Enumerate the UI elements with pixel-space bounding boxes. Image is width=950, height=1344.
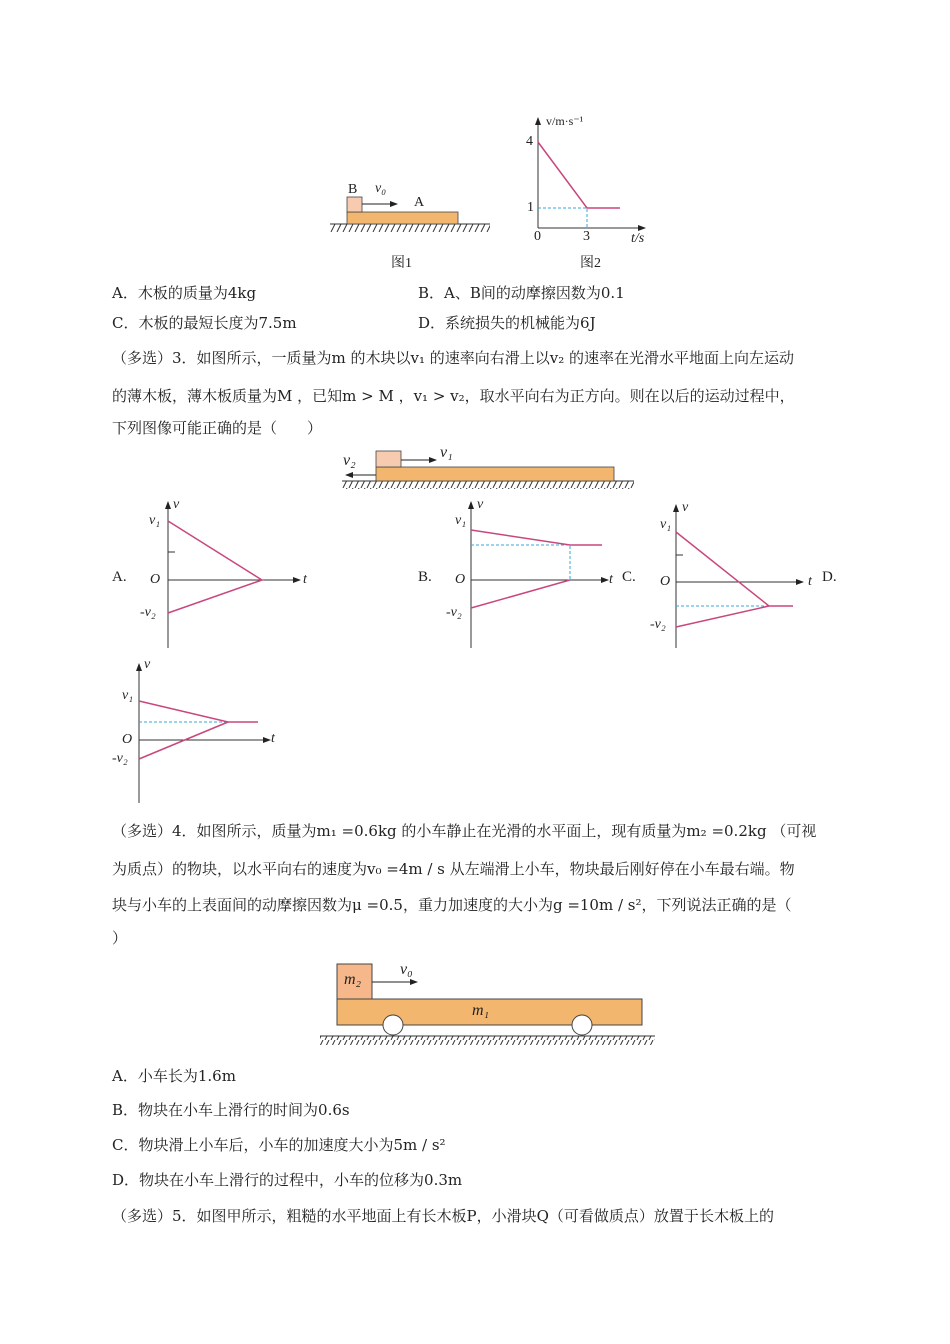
board-a (347, 212, 458, 224)
graph-b-neg-v2: -v₂ (446, 605, 462, 620)
q4-stem-line-1: （多选）4．如图所示，质量为m₁ =0.6kg 的小车静止在光滑的水平面上，现有质量为m₂ =0.2kg （可视 (112, 822, 817, 840)
graph-b-t: t (609, 572, 613, 587)
graph-a-v: v (173, 497, 180, 512)
q4-v0-label: v₀ (400, 961, 413, 978)
block-b (347, 197, 362, 212)
graph-c (676, 505, 803, 648)
graph-a-o: O (150, 572, 161, 587)
m2-label: m₂ (344, 971, 362, 988)
y-tick-4: 4 (526, 134, 533, 149)
figure-1-caption: 图1 (391, 256, 412, 271)
q4-option-c: C．物块滑上小车后，小车的加速度大小为5m / s² (112, 1136, 446, 1154)
q4-option-d: D．物块在小车上滑行的过程中，小车的位移为0.3m (112, 1171, 463, 1189)
q3-stem-line-3: 下列图像可能正确的是（ ） (112, 419, 323, 437)
graph-d-neg-v2: -v₂ (112, 751, 128, 766)
figure-2-vt-graph (538, 118, 645, 228)
block-b-label: B (348, 182, 358, 197)
graph-a-t: t (303, 572, 307, 587)
option-c-label: C. (622, 569, 636, 585)
graph-d-t: t (271, 731, 275, 746)
q4-option-a: A．小车长为1.6m (112, 1067, 236, 1085)
graph-a-neg-v2: -v₂ (140, 605, 156, 620)
graph-c-v1: v₁ (660, 517, 672, 532)
option-a-label: A. (112, 569, 127, 585)
q5-stem-line-1: （多选）5．如图甲所示，粗糙的水平地面上有长木板P，小滑块Q（可看做质点）放置于长木板上的 (112, 1207, 774, 1225)
y-tick-1: 1 (527, 200, 534, 215)
q3-v1-label: v₁ (440, 444, 453, 461)
graph-c-neg-v2: -v₂ (650, 617, 666, 632)
graph-c-t: t (808, 574, 812, 589)
origin-label: 0 (534, 229, 541, 244)
option-d-label: D. (822, 569, 837, 585)
graph-c-v: v (682, 500, 689, 515)
figure-1-board-block (330, 197, 490, 232)
v0-label: v₀ (375, 181, 387, 196)
q2-option-a: A．木板的质量为4kg (112, 284, 257, 302)
q4-stem-line-2: 为质点）的物块，以水平向右的速度为v₀ =4m / s 从左端滑上小车，物块最后刚好停在小车最右端。物 (112, 860, 795, 878)
graph-b-o: O (455, 572, 466, 587)
graph-c-o: O (660, 574, 671, 589)
graph-d-o: O (122, 732, 133, 747)
option-b-label: B. (418, 569, 432, 585)
q4-stem-line-3: 块与小车的上表面间的动摩擦因数为μ =0.5，重力加速度的大小为g =10m / s²，下列说法正确的是（ (112, 896, 792, 914)
q3-stem-line-1: （多选）3．如图所示，一质量为m 的木块以v₁ 的速率向右滑上以v₂ 的速率在光滑水平地面上向左运动 (112, 349, 795, 367)
x-axis-label: t/s (631, 231, 645, 246)
graph-a (168, 502, 300, 648)
q3-v2-label: v₂ (343, 452, 356, 469)
graph-d-v1: v₁ (122, 688, 134, 703)
graph-d-v: v (144, 657, 151, 672)
q4-stem-line-4: ） (112, 929, 128, 947)
graph-b-v: v (477, 497, 484, 512)
m1-label: m₁ (472, 1002, 490, 1019)
q3-stem-line-2: 的薄木板，薄木板质量为M ，已知m > M ，v₁ > v₂，取水平向右为正方向。则在以后的运动过程中， (112, 387, 795, 405)
q2-option-d: D．系统损失的机械能为6J (418, 314, 596, 332)
figure-2-caption: 图2 (580, 256, 601, 271)
x-tick-3: 3 (583, 229, 590, 244)
q4-option-b: B．物块在小车上滑行的时间为0.6s (112, 1101, 350, 1119)
q2-option-c: C．木板的最短长度为7.5m (112, 314, 297, 332)
graph-d (139, 664, 270, 803)
q3-figure (342, 451, 634, 489)
graph-b (471, 502, 608, 648)
graph-a-v1: v₁ (149, 513, 161, 528)
y-axis-label: v/m·s⁻¹ (546, 114, 584, 128)
board-a-label: A (414, 195, 425, 210)
graph-b-v1: v₁ (455, 513, 467, 528)
q2-option-b: B．A、B间的动摩擦因数为0.1 (418, 284, 625, 302)
